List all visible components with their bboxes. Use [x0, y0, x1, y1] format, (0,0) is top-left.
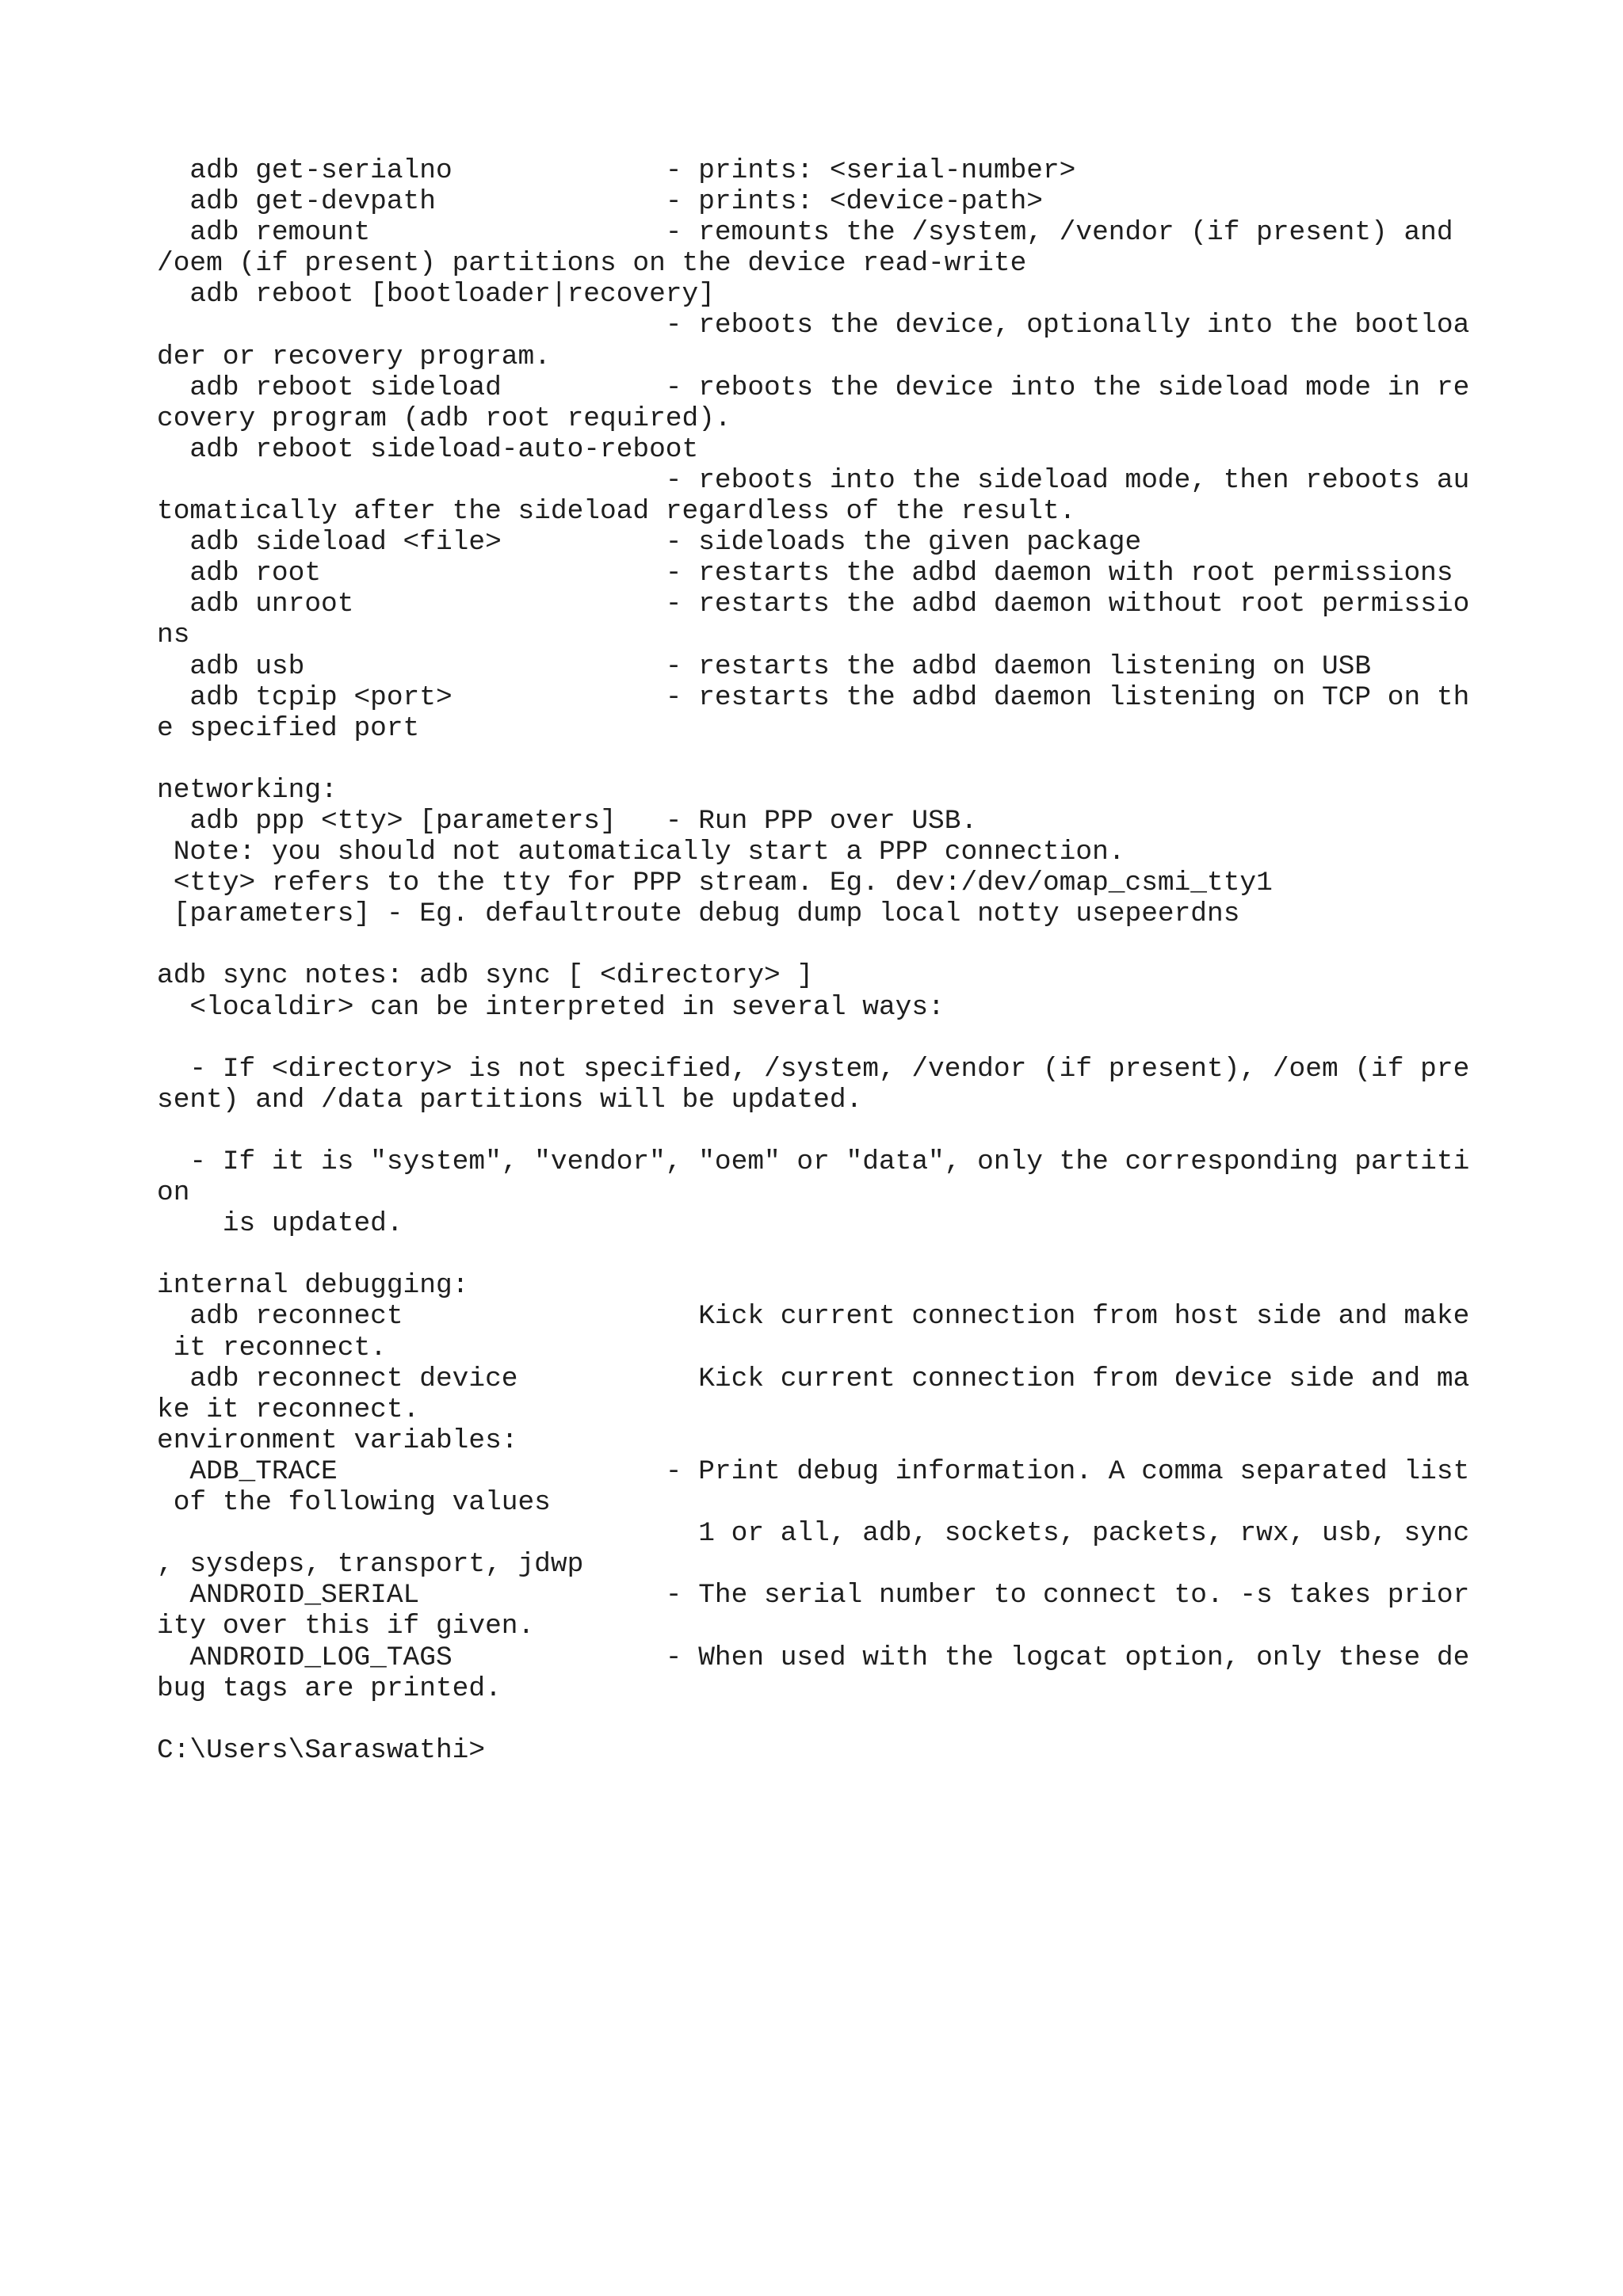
- text-line: Note: you should not automatically start a PPP connection.: [157, 837, 1125, 868]
- text-line: adb get-serialno - prints: <serial-number>: [157, 155, 1076, 186]
- blank-line: [157, 1116, 1599, 1146]
- blank-line: [157, 1023, 1599, 1054]
- section-heading-sync-notes: adb sync notes: adb sync [ <directory> ]: [157, 960, 814, 992]
- blank-line: [157, 1704, 1599, 1735]
- text-line: adb reboot [bootloader|recovery]: [157, 279, 715, 311]
- text-line: covery program (adb root required).: [157, 402, 731, 434]
- text-line: ity over this if given.: [157, 1611, 535, 1642]
- terminal-output: [157, 155, 1599, 1766]
- text-line: <tty> refers to the tty for PPP stream. Eg. dev:/dev/omap_csmi_tty1: [157, 868, 1273, 899]
- text-line: is updated.: [157, 1208, 403, 1240]
- text-line: adb ppp <tty> [parameters] - Run PPP over USB.: [157, 805, 978, 837]
- text-line: <localdir> can be interpreted in several ways:: [157, 991, 945, 1023]
- text-line: adb reboot sideload - reboots the device into the sideload mode in re: [157, 372, 1470, 403]
- text-line: ADB_TRACE - Print debug information. A comma separated list: [157, 1455, 1470, 1487]
- text-line: ns: [157, 620, 190, 651]
- blank-line: [157, 929, 1599, 960]
- text-line: adb get-devpath - prints: <device-path>: [157, 186, 1043, 218]
- text-line: adb tcpip <port> - restarts the adbd daemon listening on TCP on th: [157, 681, 1470, 713]
- blank-line: [157, 1239, 1599, 1270]
- text-line: - If it is "system", "vendor", "oem" or "data", only the corresponding partiti: [157, 1146, 1470, 1177]
- text-line: e specified port: [157, 712, 420, 744]
- text-line: /oem (if present) partitions on the device read-write: [157, 248, 1027, 280]
- text-line: , sysdeps, transport, jdwp: [157, 1549, 584, 1581]
- text-line: adb root - restarts the adbd daemon with root permissions: [157, 558, 1453, 589]
- text-line: on: [157, 1177, 190, 1209]
- text-line: adb reboot sideload-auto-reboot: [157, 433, 699, 465]
- text-line: sent) and /data partitions will be updated.: [157, 1084, 863, 1116]
- section-heading-environment-variables: environment variables:: [157, 1425, 518, 1456]
- text-line: - If <directory> is not specified, /system, /vendor (if present), /oem (if pre: [157, 1053, 1470, 1085]
- text-line: - reboots the device, optionally into the bootloa: [157, 310, 1470, 341]
- text-line: adb sideload <file> - sideloads the given package: [157, 527, 1142, 559]
- text-line: - reboots into the sideload mode, then reboots au: [157, 464, 1470, 496]
- section-heading-networking: networking:: [157, 774, 338, 806]
- blank-line: [157, 744, 1599, 775]
- text-line: der or recovery program.: [157, 341, 551, 372]
- text-line: ke it reconnect.: [157, 1394, 420, 1425]
- text-line: of the following values: [157, 1487, 551, 1519]
- text-line: it reconnect.: [157, 1332, 387, 1363]
- text-line: adb unroot - restarts the adbd daemon without root permissio: [157, 589, 1470, 620]
- command-prompt: C:\Users\Saraswathi>: [157, 1734, 486, 1766]
- section-heading-internal-debugging: internal debugging:: [157, 1270, 469, 1302]
- text-line: adb reconnect Kick current connection from host side and make: [157, 1301, 1470, 1333]
- text-line: bug tags are printed.: [157, 1672, 502, 1704]
- text-line: adb usb - restarts the adbd daemon listening on USB: [157, 650, 1372, 682]
- text-line: ANDROID_LOG_TAGS - When used with the logcat option, only these de: [157, 1642, 1470, 1673]
- text-line: tomatically after the sideload regardless of the result.: [157, 496, 1076, 528]
- text-line: adb remount - remounts the /system, /vendor (if present) and: [157, 217, 1453, 249]
- text-line: [parameters] - Eg. defaultroute debug dump local notty usepeerdns: [157, 898, 1240, 930]
- text-line: adb reconnect device Kick current connection from device side and ma: [157, 1363, 1470, 1394]
- text-line: ANDROID_SERIAL - The serial number to connect to. -s takes prior: [157, 1580, 1470, 1611]
- text-line: 1 or all, adb, sockets, packets, rwx, usb, sync: [157, 1518, 1470, 1550]
